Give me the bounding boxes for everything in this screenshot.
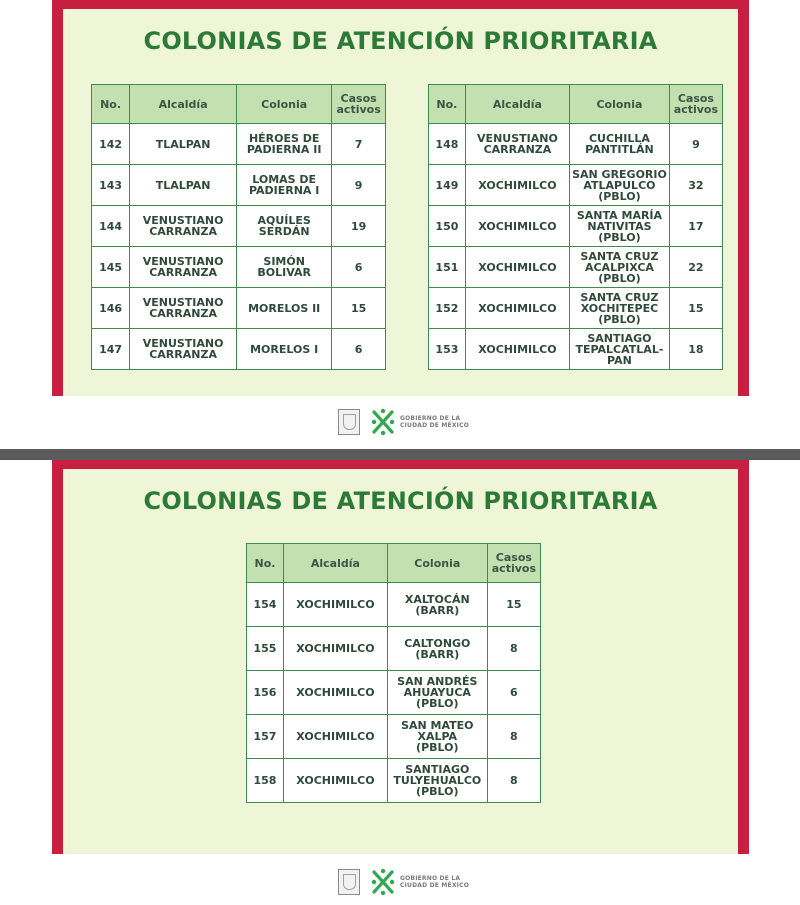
cell-text: (PBLO) bbox=[598, 271, 641, 285]
cell-text: PADIERNA I bbox=[248, 184, 320, 197]
table-row bbox=[92, 329, 386, 370]
footer-logo bbox=[338, 408, 469, 436]
cell-text: CUCHILLA bbox=[588, 132, 650, 145]
header-casos bbox=[669, 85, 722, 124]
cell-text: TLALPAN bbox=[155, 137, 211, 151]
cell-alcaldia bbox=[130, 247, 237, 288]
table-row bbox=[92, 288, 386, 329]
cell-casos: 19 bbox=[332, 206, 386, 247]
cell-colonia bbox=[570, 329, 670, 370]
cell-casos: 6 bbox=[332, 247, 386, 288]
table-row bbox=[247, 583, 541, 627]
cell-text: Casos bbox=[495, 551, 532, 564]
cell-no: 150 bbox=[429, 206, 466, 247]
cell-no: 142 bbox=[92, 124, 130, 165]
cell-text: SAN GREGORIO bbox=[572, 167, 667, 181]
cell-no: 151 bbox=[429, 247, 466, 288]
table-row bbox=[92, 165, 386, 206]
cell-text: XOCHIMILCO bbox=[296, 598, 375, 611]
cell-colonia bbox=[237, 288, 332, 329]
cell-text: VENUSTIANO bbox=[142, 255, 224, 268]
cell-text: MORELOS II bbox=[248, 301, 321, 315]
table-row bbox=[429, 206, 723, 247]
cell-text: Casos bbox=[677, 92, 714, 105]
header-casos bbox=[487, 544, 540, 583]
cell-casos: 32 bbox=[669, 165, 722, 206]
table-row bbox=[247, 759, 541, 803]
cdmx-logo-icon bbox=[370, 408, 396, 436]
cell-casos: 15 bbox=[487, 583, 540, 627]
cell-colonia bbox=[387, 627, 487, 671]
cell-casos: 15 bbox=[669, 288, 722, 329]
table-row bbox=[92, 206, 386, 247]
cell-alcaldia bbox=[283, 627, 387, 671]
table-row bbox=[429, 288, 723, 329]
cell-colonia bbox=[570, 206, 670, 247]
slide-2 bbox=[52, 460, 749, 854]
cell-no: 144 bbox=[92, 206, 130, 247]
header-colonia: Colonia bbox=[570, 85, 670, 124]
table-right bbox=[428, 84, 723, 370]
cell-text: activos bbox=[336, 103, 381, 116]
table-header-row bbox=[92, 85, 386, 124]
cell-text: HÉROES DE bbox=[248, 132, 320, 145]
cell-no: 157 bbox=[247, 715, 284, 759]
cell-colonia bbox=[570, 247, 670, 288]
cell-text: SANTA CRUZ bbox=[580, 290, 659, 304]
cell-text: XALTOCÁN bbox=[404, 592, 470, 606]
cell-text: SANTIAGO bbox=[405, 763, 470, 776]
cell-alcaldia bbox=[465, 165, 569, 206]
cell-alcaldia bbox=[130, 206, 237, 247]
cell-text: XOCHITEPEC bbox=[580, 301, 659, 315]
cell-casos: 6 bbox=[487, 671, 540, 715]
footer-logo bbox=[338, 868, 469, 896]
cell-text: XOCHIMILCO bbox=[478, 301, 557, 315]
header-no: No. bbox=[247, 544, 284, 583]
cell-colonia bbox=[237, 124, 332, 165]
cell-text: BOLIVAR bbox=[257, 266, 311, 279]
cell-alcaldia bbox=[130, 124, 237, 165]
cell-no: 149 bbox=[429, 165, 466, 206]
table-row bbox=[429, 165, 723, 206]
cell-alcaldia bbox=[465, 206, 569, 247]
cell-text: ATLAPULCO bbox=[583, 178, 656, 192]
cell-alcaldia bbox=[283, 671, 387, 715]
header-no: No. bbox=[92, 85, 130, 124]
cell-text: XOCHIMILCO bbox=[478, 178, 557, 192]
cell-casos: 18 bbox=[669, 329, 722, 370]
cell-text: (PBLO) bbox=[416, 697, 459, 710]
cell-no: 145 bbox=[92, 247, 130, 288]
cell-colonia bbox=[237, 247, 332, 288]
cell-text: activos bbox=[673, 103, 719, 116]
cell-text: SIMÓN bbox=[263, 255, 305, 268]
cdmx-logo-icon bbox=[370, 868, 396, 896]
cell-text: SAN ANDRÉS bbox=[397, 675, 478, 688]
cdmx-shield-icon bbox=[338, 869, 360, 895]
cell-text: (BARR) bbox=[415, 603, 460, 617]
cell-text: CARRANZA bbox=[149, 307, 217, 320]
cell-casos: 8 bbox=[487, 759, 540, 803]
cell-casos: 17 bbox=[669, 206, 722, 247]
cell-text: SERDÁN bbox=[258, 225, 310, 238]
cell-text: XOCHIMILCO bbox=[296, 686, 375, 699]
cell-alcaldia bbox=[465, 124, 569, 165]
page-title: COLONIAS DE ATENCIÓN PRIORITARIA bbox=[143, 27, 658, 55]
cell-casos: 8 bbox=[487, 715, 540, 759]
cell-text: (PBLO) bbox=[416, 785, 459, 798]
cell-text: TLALPAN bbox=[155, 178, 211, 192]
cell-alcaldia bbox=[465, 247, 569, 288]
cell-alcaldia bbox=[130, 329, 237, 370]
cell-text: Casos bbox=[340, 92, 377, 105]
table-row bbox=[92, 124, 386, 165]
cell-colonia bbox=[387, 671, 487, 715]
table-single bbox=[246, 543, 541, 803]
table-left bbox=[91, 84, 386, 370]
cell-text: XOCHIMILCO bbox=[478, 260, 557, 274]
cell-text: CARRANZA bbox=[149, 225, 217, 238]
cell-no: 155 bbox=[247, 627, 284, 671]
slide-page-2 bbox=[0, 460, 800, 905]
cell-casos: 9 bbox=[669, 124, 722, 165]
cell-text: MORELOS I bbox=[250, 342, 319, 356]
table-row bbox=[92, 247, 386, 288]
cell-casos: 9 bbox=[332, 165, 386, 206]
cell-text: XOCHIMILCO bbox=[296, 774, 375, 787]
header-alcaldia: Alcaldía bbox=[283, 544, 387, 583]
cell-no: 156 bbox=[247, 671, 284, 715]
cell-alcaldia bbox=[283, 715, 387, 759]
cell-text: XOCHIMILCO bbox=[296, 642, 375, 655]
cell-no: 147 bbox=[92, 329, 130, 370]
cell-text: LOMAS DE bbox=[252, 173, 317, 186]
cell-colonia bbox=[570, 288, 670, 329]
header-no: No. bbox=[429, 85, 466, 124]
cell-no: 158 bbox=[247, 759, 284, 803]
table-row bbox=[429, 247, 723, 288]
cell-no: 146 bbox=[92, 288, 130, 329]
cell-colonia bbox=[387, 759, 487, 803]
cell-no: 152 bbox=[429, 288, 466, 329]
cell-text: XOCHIMILCO bbox=[296, 730, 375, 743]
cell-text: CARRANZA bbox=[149, 266, 217, 279]
header-alcaldia: Alcaldía bbox=[130, 85, 237, 124]
cell-text: AQUÍLES bbox=[257, 214, 311, 227]
cell-casos: 22 bbox=[669, 247, 722, 288]
cell-alcaldia bbox=[465, 329, 569, 370]
header-casos bbox=[332, 85, 386, 124]
cell-colonia bbox=[570, 165, 670, 206]
cell-casos: 6 bbox=[332, 329, 386, 370]
cell-text: PAN bbox=[607, 353, 632, 367]
cell-text: activos bbox=[491, 562, 536, 575]
cell-text: PANTITLÁN bbox=[585, 143, 654, 156]
cell-text: AHUAYUCA bbox=[403, 686, 471, 699]
cell-colonia bbox=[570, 124, 670, 165]
cell-text: VENUSTIANO bbox=[477, 132, 558, 145]
footer-text: GOBIERNO DE LA CIUDAD DE MÉXICO bbox=[400, 415, 470, 429]
table-header-row bbox=[429, 85, 723, 124]
cell-text: CALTONGO bbox=[404, 636, 471, 650]
cell-colonia bbox=[237, 329, 332, 370]
cell-text: SANTIAGO bbox=[587, 331, 652, 345]
cell-text: SANTA MARÍA bbox=[576, 208, 663, 222]
cell-text: CARRANZA bbox=[149, 348, 217, 361]
cell-text: (PBLO) bbox=[598, 230, 641, 244]
cell-alcaldia bbox=[465, 288, 569, 329]
cell-text: TEPALCATLAL- bbox=[575, 342, 664, 356]
footer-text: GOBIERNO DE LA CIUDAD DE MÉXICO bbox=[400, 875, 470, 889]
cell-text: XOCHIMILCO bbox=[478, 219, 557, 233]
cell-text: (PBLO) bbox=[598, 189, 641, 203]
cell-alcaldia bbox=[283, 583, 387, 627]
cell-text: (BARR) bbox=[415, 647, 460, 661]
cell-text: XOCHIMILCO bbox=[478, 342, 557, 356]
cell-casos: 8 bbox=[487, 627, 540, 671]
cell-text: (PBLO) bbox=[598, 312, 641, 326]
cell-casos: 7 bbox=[332, 124, 386, 165]
page-separator bbox=[0, 449, 800, 460]
cell-text: SANTA CRUZ bbox=[580, 249, 659, 263]
cell-text: ACALPIXCA bbox=[584, 260, 654, 274]
table-row bbox=[429, 329, 723, 370]
slide-1 bbox=[52, 0, 749, 396]
cdmx-shield-icon bbox=[338, 409, 360, 435]
cell-no: 154 bbox=[247, 583, 284, 627]
cell-no: 143 bbox=[92, 165, 130, 206]
cell-colonia bbox=[387, 583, 487, 627]
cell-alcaldia bbox=[130, 288, 237, 329]
cell-text: NATIVITAS bbox=[587, 219, 652, 233]
cell-text: TULYEHUALCO bbox=[393, 774, 482, 787]
cell-no: 148 bbox=[429, 124, 466, 165]
cell-text: SAN MATEO bbox=[401, 719, 474, 732]
cell-text: XALPA bbox=[417, 730, 458, 743]
cell-colonia bbox=[237, 206, 332, 247]
cell-text: (PBLO) bbox=[416, 741, 459, 754]
header-colonia: Colonia bbox=[387, 544, 487, 583]
cell-casos: 15 bbox=[332, 288, 386, 329]
table-row bbox=[247, 671, 541, 715]
cell-text: CARRANZA bbox=[483, 143, 552, 156]
cell-colonia bbox=[387, 715, 487, 759]
cell-no: 153 bbox=[429, 329, 466, 370]
header-alcaldia: Alcaldía bbox=[465, 85, 569, 124]
cell-text: PADIERNA II bbox=[246, 143, 322, 156]
cell-colonia bbox=[237, 165, 332, 206]
cell-text: VENUSTIANO bbox=[142, 296, 224, 309]
cell-alcaldia bbox=[130, 165, 237, 206]
table-header-row bbox=[247, 544, 541, 583]
slide-page-1 bbox=[0, 0, 800, 449]
table-row bbox=[247, 715, 541, 759]
page-title: COLONIAS DE ATENCIÓN PRIORITARIA bbox=[143, 487, 658, 515]
table-row bbox=[429, 124, 723, 165]
header-colonia: Colonia bbox=[237, 85, 332, 124]
cell-text: VENUSTIANO bbox=[142, 214, 224, 227]
cell-text: VENUSTIANO bbox=[142, 337, 224, 350]
table-row bbox=[247, 627, 541, 671]
cell-alcaldia bbox=[283, 759, 387, 803]
